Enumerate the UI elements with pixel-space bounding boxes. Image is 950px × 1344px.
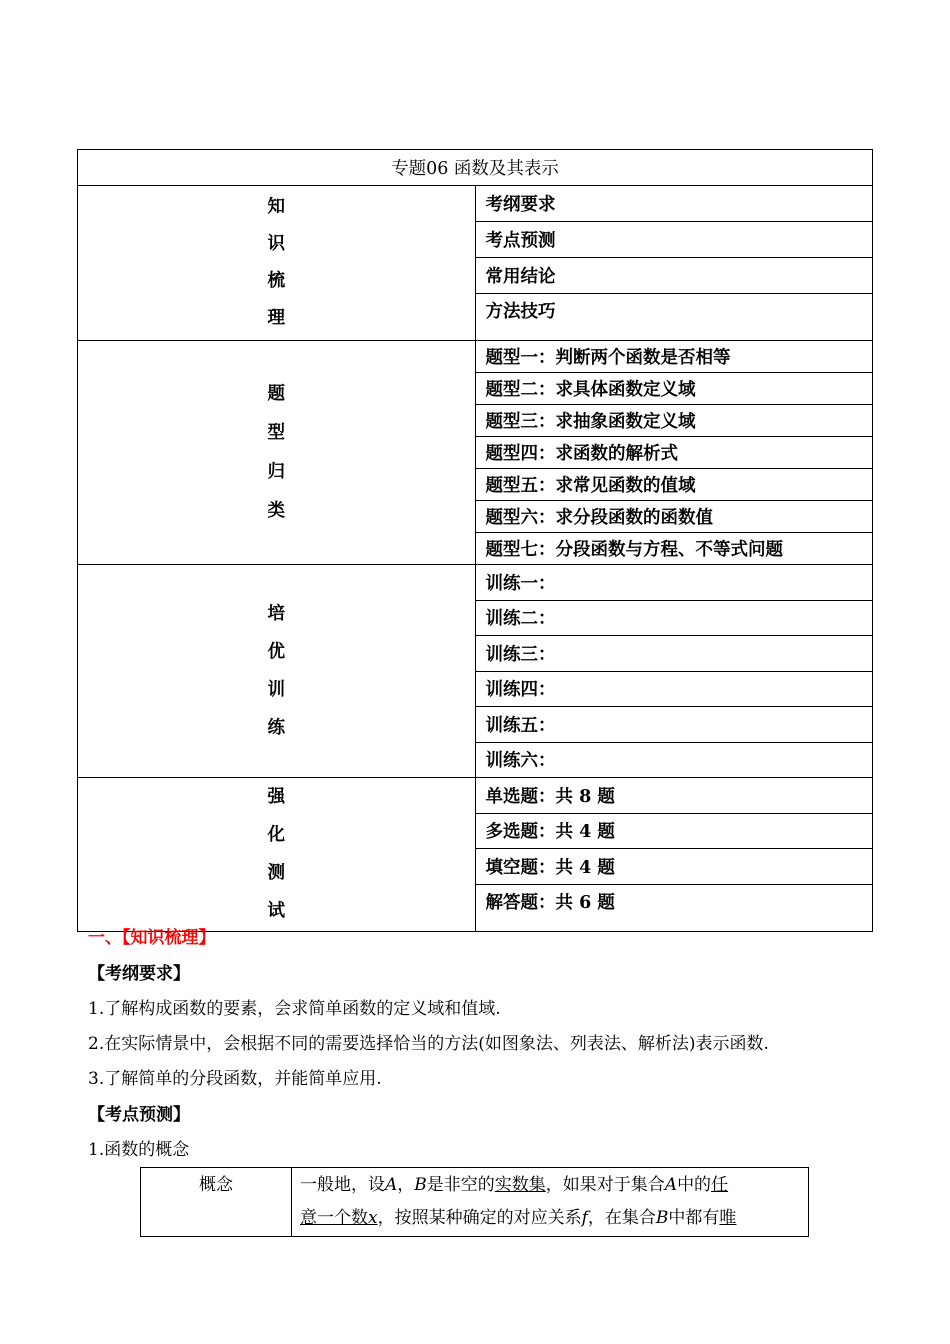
underlined-term: 唯 [719, 1208, 737, 1228]
var-x: x [368, 1208, 378, 1228]
var-B: B [655, 1208, 669, 1228]
test-item[interactable]: 填空题：共 4 题 [475, 849, 873, 885]
text: 一般地，设 [300, 1175, 385, 1195]
side-char: 测 [267, 863, 285, 884]
side-char: 知 [267, 197, 285, 217]
outline-title: 专题06 函数及其表示 [78, 150, 873, 186]
side-test [78, 778, 476, 932]
side-practice [78, 565, 476, 778]
syllabus-heading: 【考纲要求】 [88, 964, 190, 984]
text: ，按照某种确定的对应关系 [377, 1208, 582, 1228]
side-char: 识 [267, 234, 285, 254]
knowledge-item[interactable]: 考纲要求 [475, 186, 873, 222]
concept-title: 1.函数的概念 [88, 1140, 190, 1160]
concept-definition [292, 1168, 809, 1237]
var-A: A [385, 1175, 398, 1195]
side-char: 型 [267, 422, 285, 443]
text: 是非空的 [426, 1175, 495, 1195]
practice-item[interactable]: 训练一： [475, 565, 873, 601]
type-item[interactable]: 题型五：求常见函数的值域 [475, 469, 873, 501]
type-item[interactable]: 题型四：求函数的解析式 [475, 437, 873, 469]
type-item[interactable]: 题型三：求抽象函数定义域 [475, 405, 873, 437]
side-char: 练 [267, 718, 285, 738]
outline-table [77, 149, 873, 932]
side-char: 归 [267, 461, 285, 482]
syllabus-line: 2.在实际情景中，会根据不同的需要选择恰当的方法(如图象法、列表法、解析法)表示函数. [88, 1034, 769, 1054]
side-char: 化 [267, 825, 285, 846]
type-item[interactable]: 题型一：判断两个函数是否相等 [475, 341, 873, 373]
var-B: B [414, 1175, 427, 1195]
test-item[interactable]: 多选题：共 4 题 [475, 813, 873, 849]
practice-item[interactable]: 训练五： [475, 707, 873, 743]
text: ，在集合 [587, 1208, 656, 1228]
side-char: 梳 [267, 271, 285, 291]
type-item[interactable]: 题型二：求具体函数定义域 [475, 373, 873, 405]
test-item[interactable]: 解答题：共 6 题 [475, 884, 873, 931]
test-item[interactable]: 单选题：共 8 题 [475, 778, 873, 814]
practice-item[interactable]: 训练二： [475, 600, 873, 636]
syllabus-line: 3.了解简单的分段函数，并能简单应用. [88, 1069, 382, 1089]
definition-line-2 [300, 1202, 802, 1235]
side-char: 培 [267, 604, 285, 624]
knowledge-item[interactable]: 方法技巧 [475, 294, 873, 341]
side-char: 类 [267, 500, 285, 521]
side-char: 强 [267, 787, 285, 808]
var-A: A [664, 1175, 678, 1195]
side-types [78, 341, 476, 565]
underlined-term: 实数集 [494, 1175, 546, 1195]
practice-item[interactable]: 训练三： [475, 636, 873, 672]
type-item[interactable]: 题型六：求分段函数的函数值 [475, 501, 873, 533]
side-char: 理 [267, 308, 285, 328]
type-item[interactable]: 题型七：分段函数与方程、不等式问题 [475, 533, 873, 565]
forecast-heading: 【考点预测】 [88, 1105, 190, 1125]
underlined-term: 意一个数 [300, 1208, 368, 1228]
text: ， [397, 1175, 415, 1195]
side-char: 试 [267, 901, 285, 922]
side-char: 训 [267, 680, 285, 700]
concept-table [140, 1167, 809, 1237]
side-knowledge [78, 186, 476, 341]
underlined-term: 任 [711, 1175, 729, 1195]
side-char: 题 [267, 383, 285, 404]
knowledge-item[interactable]: 考点预测 [475, 222, 873, 258]
syllabus-line: 1.了解构成函数的要素，会求简单函数的定义域和值域. [88, 999, 501, 1019]
concept-label: 概念 [141, 1168, 292, 1237]
text: 中的 [677, 1175, 712, 1195]
var-f: f [581, 1208, 588, 1228]
text: 中都有 [668, 1208, 720, 1228]
side-char: 优 [267, 642, 285, 662]
knowledge-item[interactable]: 常用结论 [475, 258, 873, 294]
practice-item[interactable]: 训练六： [475, 742, 873, 778]
section-heading: 一、【知识梳理】 [88, 928, 216, 948]
text: ，如果对于集合 [545, 1175, 665, 1195]
definition-line-1 [300, 1169, 802, 1202]
practice-item[interactable]: 训练四： [475, 671, 873, 707]
